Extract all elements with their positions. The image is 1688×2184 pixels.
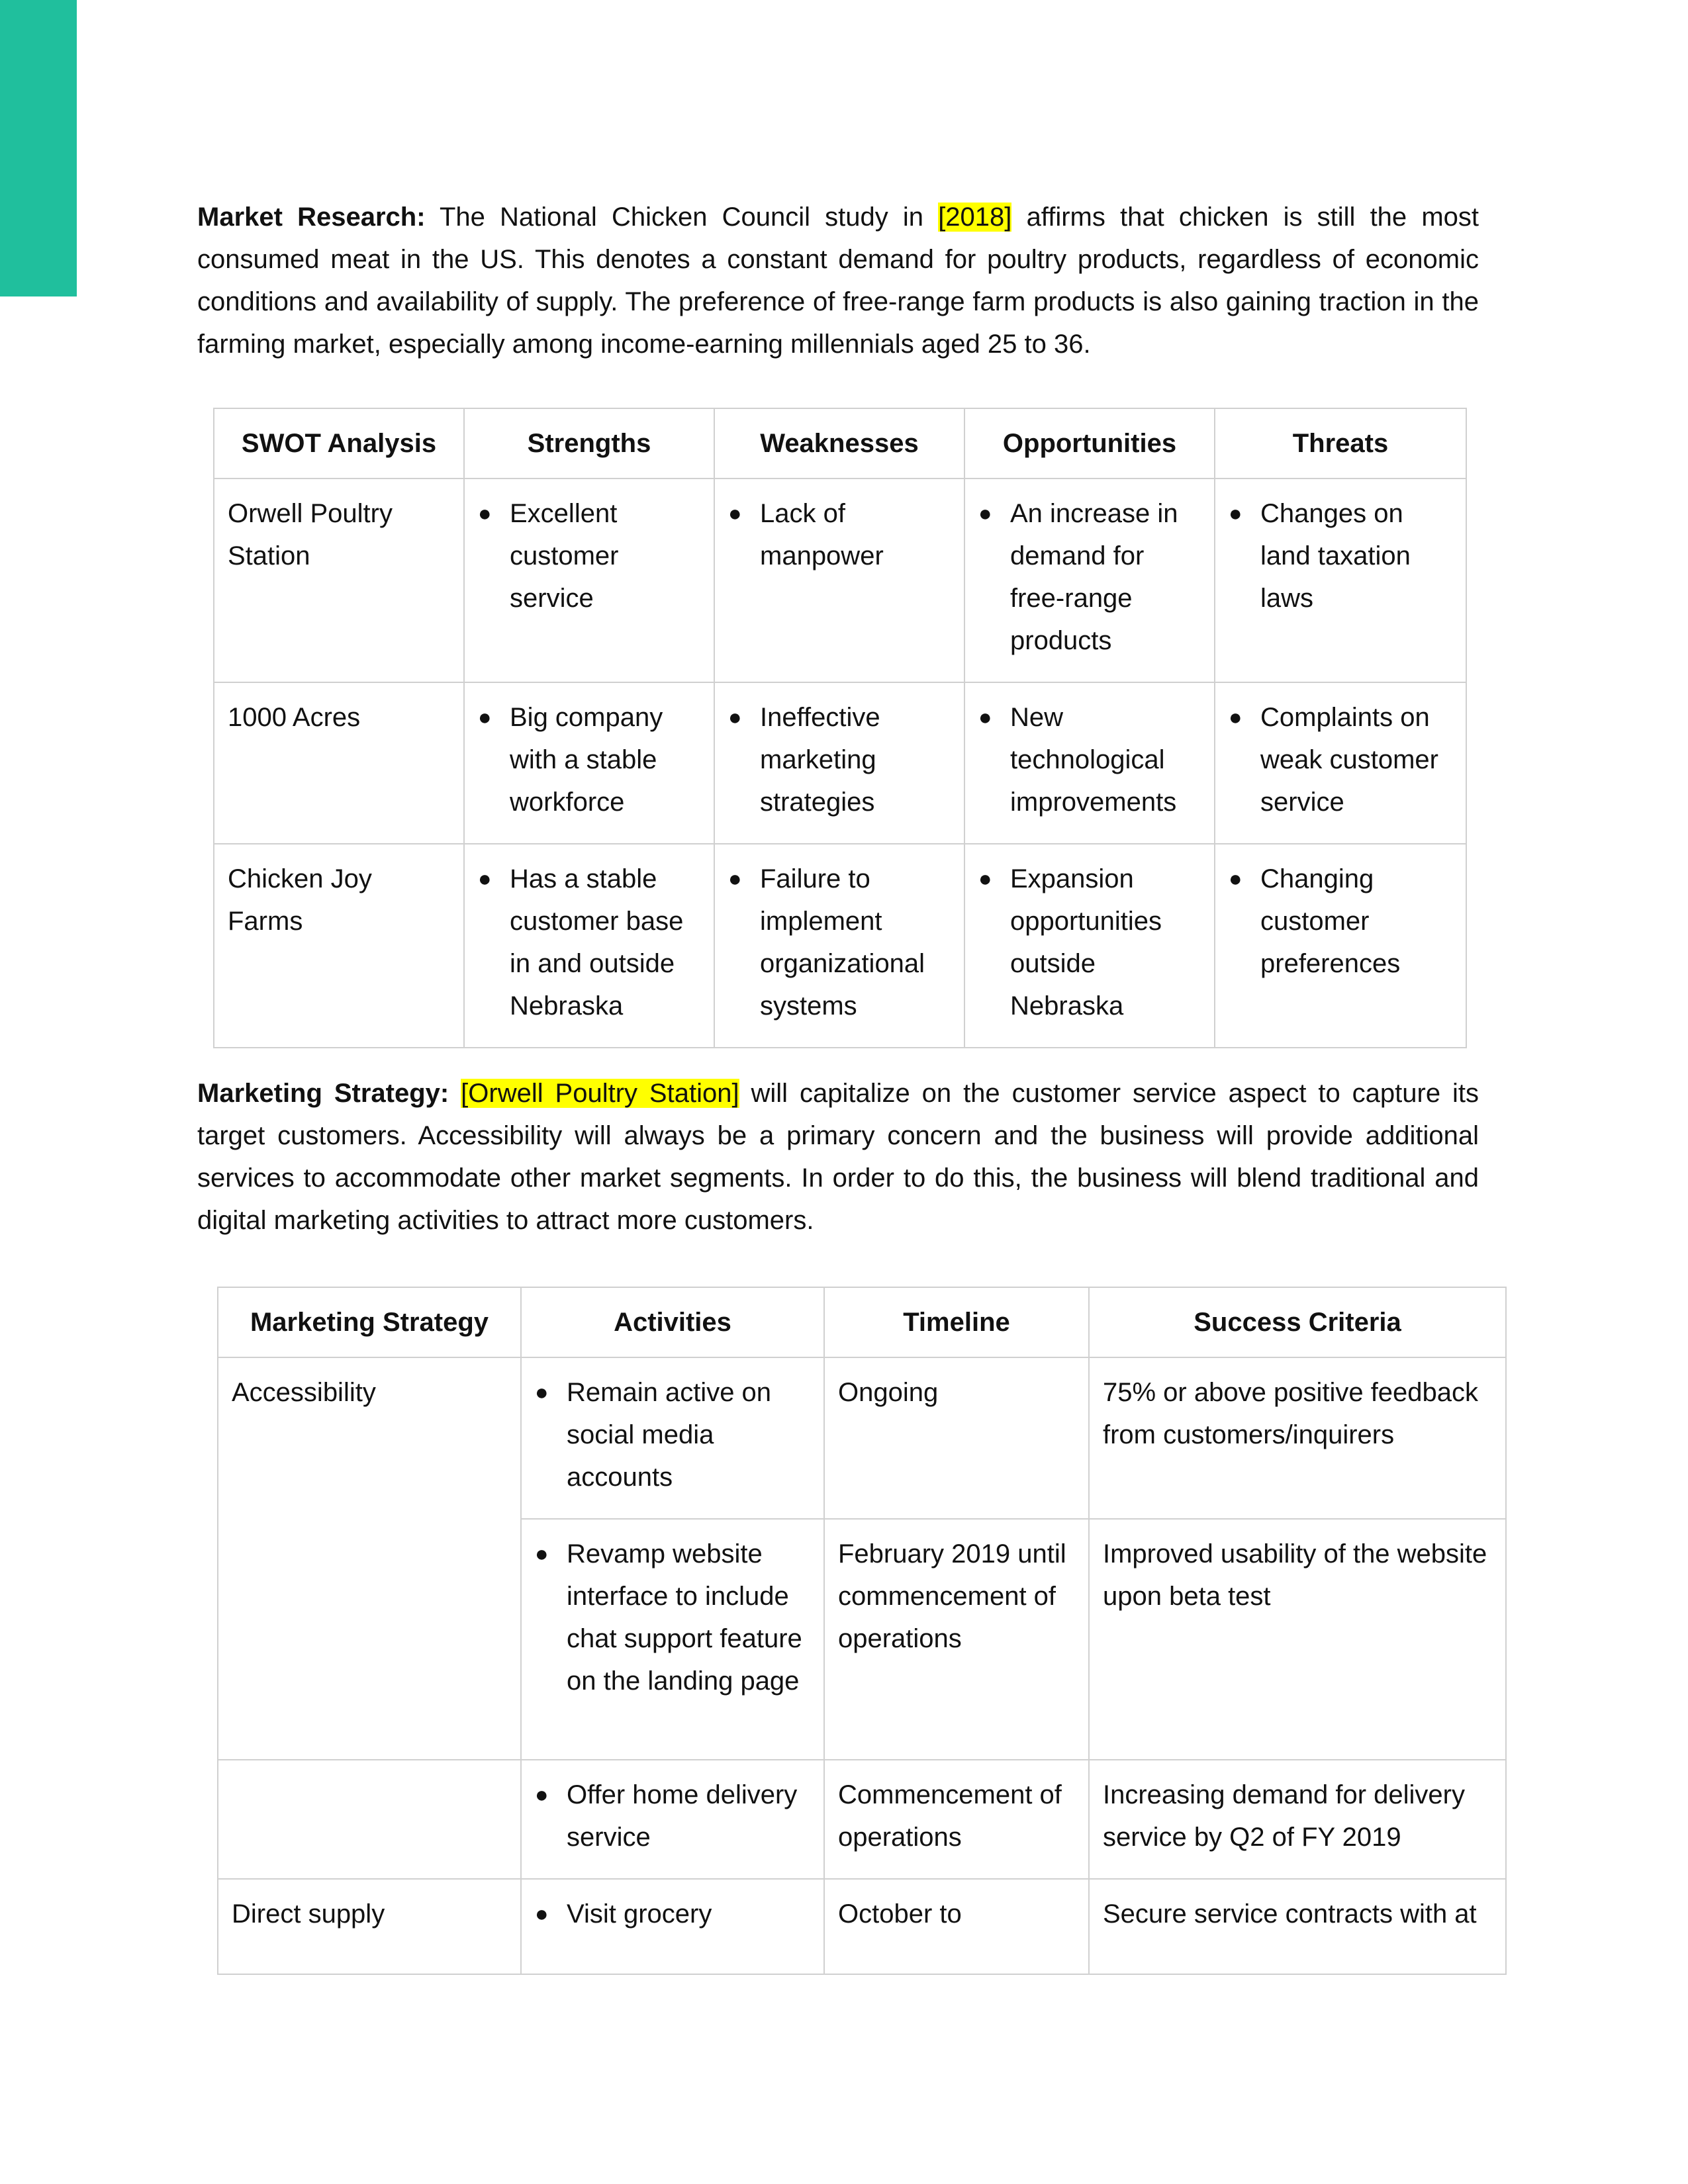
strategy-criteria-cell: Improved usability of the website upon beta test — [1089, 1519, 1506, 1760]
strategy-activity-cell — [521, 1760, 824, 1879]
swot-header-threats: Threats — [1215, 408, 1466, 478]
list-item: ● Ineffective marketing strategies — [728, 696, 951, 823]
list-item: ● Revamp website interface to include chat support feature on the landing page — [535, 1533, 810, 1702]
table-row — [214, 844, 1466, 1048]
swot-company-name: Orwell Poultry Station — [214, 478, 464, 682]
accent-bar — [0, 0, 77, 296]
strategy-name-cell — [218, 1519, 521, 1760]
swot-header-row — [214, 408, 1466, 478]
table-row — [214, 682, 1466, 844]
market-research-text-2: affirms that chicken is still the most consumed meat in the US. This denotes a constant demand for poultry products, regardless of economic conditions and availability of supply. The preference of free-range farm products is also gaining traction in the farming market, especially among income-earning millennials aged 25 to 36. — [197, 203, 1479, 359]
table-row — [218, 1519, 1506, 1760]
marketing-strategy-label: Marketing Strategy: — [197, 1079, 449, 1108]
market-research-label: Market Research: — [197, 203, 426, 232]
strategy-name-cell: Accessibility — [218, 1357, 521, 1519]
swot-opportunity-cell — [964, 682, 1215, 844]
marketing-strategy-table — [217, 1287, 1507, 1975]
list-item: ● An increase in demand for free-range products — [978, 492, 1201, 662]
strategy-timeline-cell: Ongoing — [824, 1357, 1089, 1519]
swot-weakness-cell — [714, 682, 964, 844]
strategy-criteria-cell: Secure service contracts with at — [1089, 1879, 1506, 1974]
swot-weakness-cell — [714, 478, 964, 682]
list-item: ● Expansion opportunities outside Nebraska — [978, 858, 1201, 1027]
swot-header-weaknesses: Weaknesses — [714, 408, 964, 478]
table-row — [214, 478, 1466, 682]
list-item: ● Has a stable customer base in and outside Nebraska — [478, 858, 700, 1027]
strategy-criteria-cell: 75% or above positive feedback from customers/inquirers — [1089, 1357, 1506, 1519]
market-research-highlight: [2018] — [938, 203, 1012, 232]
marketing-strategy-highlight: [Orwell Poultry Station] — [461, 1079, 739, 1108]
swot-threat-cell — [1215, 682, 1466, 844]
swot-weakness-cell — [714, 844, 964, 1048]
strategy-timeline-cell: Commencement of operations — [824, 1760, 1089, 1879]
list-item: ● Failure to implement organizational systems — [728, 858, 951, 1027]
list-item: ● Offer home delivery service — [535, 1774, 810, 1858]
swot-company-name: Chicken Joy Farms — [214, 844, 464, 1048]
strategy-header-strategy: Marketing Strategy — [218, 1287, 521, 1357]
list-item: ● Big company with a stable workforce — [478, 696, 700, 823]
strategy-header-success-criteria: Success Criteria — [1089, 1287, 1506, 1357]
swot-header-analysis: SWOT Analysis — [214, 408, 464, 478]
table-row — [218, 1760, 1506, 1879]
list-item: ● Lack of manpower — [728, 492, 951, 577]
swot-opportunity-cell — [964, 844, 1215, 1048]
strategy-header-activities: Activities — [521, 1287, 824, 1357]
list-item: ● Changing customer preferences — [1229, 858, 1452, 985]
strategy-criteria-cell: Increasing demand for delivery service by Q2 of FY 2019 — [1089, 1760, 1506, 1879]
strategy-header-timeline: Timeline — [824, 1287, 1089, 1357]
strategy-activity-cell — [521, 1879, 824, 1974]
list-item: ● New technological improvements — [978, 696, 1201, 823]
strategy-activity-cell — [521, 1519, 824, 1760]
swot-threat-cell — [1215, 478, 1466, 682]
swot-strength-cell — [464, 844, 714, 1048]
swot-header-strengths: Strengths — [464, 408, 714, 478]
swot-threat-cell — [1215, 844, 1466, 1048]
swot-opportunity-cell — [964, 478, 1215, 682]
table-row — [218, 1879, 1506, 1974]
marketing-strategy-text: will capitalize on the customer service aspect to capture its target customers. Accessibility will always be a primary concern and the business will provide additional services to accommodate other market segments. In order to do this, the business will blend traditional and digital marketing activities to attract more customers. — [197, 1079, 1479, 1235]
list-item: ● Visit grocery — [535, 1893, 810, 1935]
strategy-timeline-cell: October to — [824, 1879, 1089, 1974]
swot-table — [213, 408, 1467, 1048]
list-item: ● Remain active on social media accounts — [535, 1371, 810, 1498]
list-item: ● Changes on land taxation laws — [1229, 492, 1452, 619]
swot-header-opportunities: Opportunities — [964, 408, 1215, 478]
list-item: ● Complaints on weak customer service — [1229, 696, 1452, 823]
strategy-name-cell — [218, 1760, 521, 1879]
swot-company-name: 1000 Acres — [214, 682, 464, 844]
strategy-activity-cell — [521, 1357, 824, 1519]
swot-strength-cell — [464, 682, 714, 844]
swot-strength-cell — [464, 478, 714, 682]
market-research-text-1: The National Chicken Council study in — [439, 203, 924, 232]
strategy-timeline-cell: February 2019 until commencement of operations — [824, 1519, 1089, 1760]
table-row — [218, 1357, 1506, 1519]
strategy-header-row — [218, 1287, 1506, 1357]
marketing-strategy-paragraph — [197, 1072, 1479, 1242]
list-item: ● Excellent customer service — [478, 492, 700, 619]
market-research-paragraph — [197, 196, 1479, 365]
strategy-name-cell: Direct supply — [218, 1879, 521, 1974]
